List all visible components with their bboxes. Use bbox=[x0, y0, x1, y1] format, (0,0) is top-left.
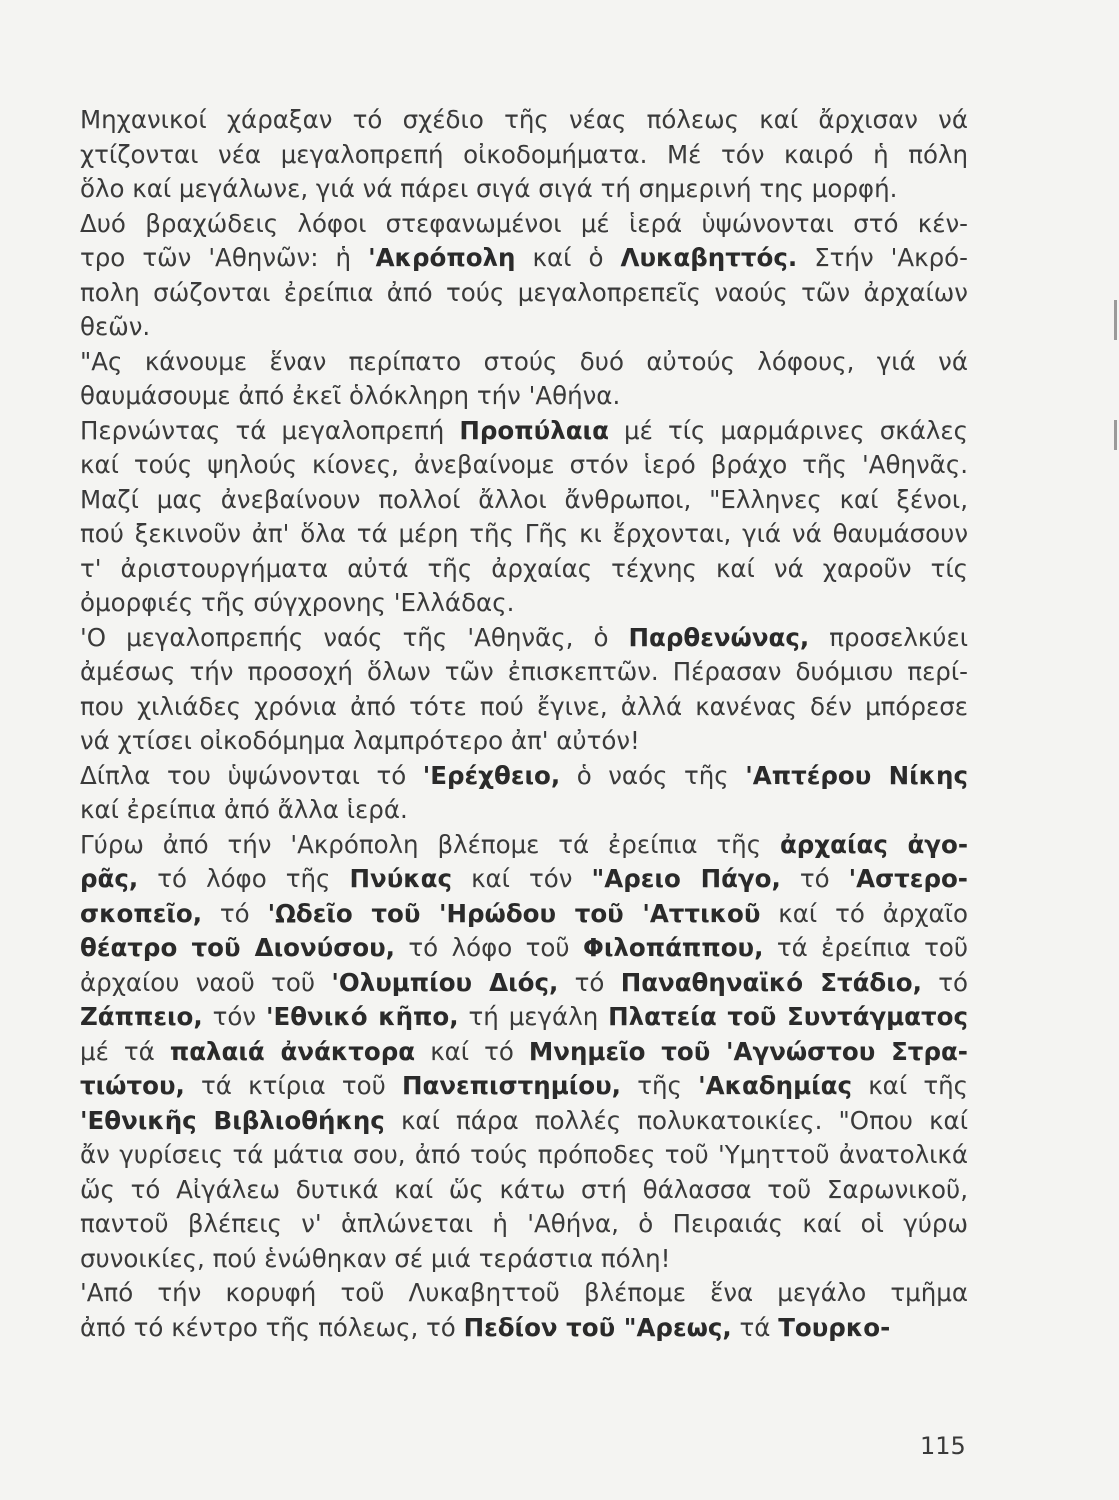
text-segment: τό bbox=[558, 967, 621, 997]
text-segment: συνοικίες, πού ἑνώθηκαν σέ μιά τεράστια πόλη! bbox=[80, 1243, 671, 1273]
text-segment: ὥς τό Αἰγάλεω δυτικά καί ὥς κάτω στή θάλασσα τοῦ Σαρωνικοῦ, bbox=[80, 1174, 968, 1204]
text-line bbox=[80, 552, 968, 587]
text-segment: τό λόφο τοῦ bbox=[395, 933, 584, 962]
text-segment: ἀμέσως τήν προσοχή ὅλων τῶν ἐπισκεπτῶν. Πέρασαν δυόμισυ περί- bbox=[80, 657, 968, 686]
text-line bbox=[80, 931, 968, 966]
text-line bbox=[80, 138, 968, 173]
text-segment: τά κτίρια τοῦ bbox=[184, 1071, 402, 1100]
text-segment: ὁ ναός τῆς bbox=[560, 760, 746, 790]
text-segment: τό bbox=[921, 967, 969, 997]
text-line bbox=[80, 586, 968, 621]
bold-term: Παρθενώνας, bbox=[628, 622, 810, 652]
text-segment: τό λόφο τῆς bbox=[138, 864, 350, 893]
text-line bbox=[80, 207, 968, 242]
text-segment: θεῶν. bbox=[80, 312, 151, 341]
text-segment: Δυό βραχώδεις λόφοι στεφανωμένοι μέ ἱερά ὑψώνονται στό κέν- bbox=[80, 208, 968, 238]
text-line bbox=[80, 1311, 968, 1346]
text-line bbox=[80, 379, 968, 414]
bold-term: σκοπεῖο, bbox=[80, 898, 203, 928]
text-segment: Περνώντας τά μεγαλοπρεπή bbox=[80, 415, 460, 445]
text-line bbox=[80, 966, 968, 1001]
text-line bbox=[80, 103, 968, 138]
text-segment: θαυμάσουμε ἀπό ἐκεῖ ὁλόκληρη τήν 'Αθήνα. bbox=[80, 381, 621, 410]
text-segment: τ' ἀριστουργήματα αὐτά τῆς ἀρχαίας τέχνης καί νά χαροῦν τίς bbox=[80, 553, 968, 583]
text-segment: τά ἐρείπια τοῦ bbox=[763, 933, 969, 962]
text-line bbox=[80, 1207, 968, 1242]
text-segment: τρο τῶν 'Αθηνῶν: ἡ bbox=[80, 243, 369, 272]
text-segment: ἄν γυρίσεις τά μάτια σου, ἀπό τούς πρόποδες τοῦ 'Υμηττοῦ ἀνατολικά bbox=[80, 1140, 968, 1169]
text-line bbox=[80, 1069, 968, 1104]
bold-term: Φιλοπάππου, bbox=[583, 933, 764, 962]
text-segment: καί τόν bbox=[452, 864, 592, 893]
bold-term: θέατρο τοῦ Διονύσου, bbox=[80, 933, 395, 962]
text-segment: καί τούς ψηλούς κίονες, ἀνεβαίνομε στόν ἱερό βράχο τῆς 'Αθηνᾶς. bbox=[80, 450, 968, 479]
text-line bbox=[80, 862, 968, 897]
text-segment: που χιλιάδες χρόνια ἀπό τότε πού ἔγινε, ἀλλά κανένας δέν μπόρεσε bbox=[80, 691, 968, 721]
bold-term: 'Απτέρου Νίκης bbox=[745, 760, 968, 790]
bold-term: Πανεπιστημίου, bbox=[401, 1071, 621, 1100]
text-line bbox=[80, 1035, 968, 1070]
text-segment: τό bbox=[202, 898, 268, 928]
text-line bbox=[80, 517, 968, 552]
text-segment: Γύρω ἀπό τήν 'Ακρόπολη βλέπομε τά ἐρείπια τῆς bbox=[80, 829, 780, 859]
text-segment: 'Από τήν κορυφή τοῦ Λυκαβηττοῦ βλέπομε ἕνα μεγάλο τμῆμα bbox=[80, 1278, 968, 1307]
bold-term: Προπύλαια bbox=[459, 415, 609, 445]
bold-term: παλαιά ἀνάκτορα bbox=[169, 1036, 416, 1066]
text-segment: ὀμορφιές τῆς σύγχρονης 'Ελλάδας. bbox=[80, 588, 515, 617]
text-segment: τῆς bbox=[621, 1071, 699, 1100]
text-segment: Μηχανικοί χάραξαν τό σχέδιο τῆς νέας πόλεως καί ἄρχισαν νά bbox=[80, 105, 968, 134]
text-segment: χτίζονται νέα μεγαλοπρεπή οἰκοδομήματα. Μέ τόν καιρό ἡ πόλη bbox=[80, 139, 968, 169]
text-line bbox=[80, 1104, 968, 1139]
bold-term: 'Ακαδημίας bbox=[698, 1071, 853, 1100]
bold-term: Ζάππειο, bbox=[80, 1002, 203, 1031]
text-line bbox=[80, 690, 968, 725]
bold-term: "Αρειο Πάγο, bbox=[591, 864, 781, 893]
text-segment: τά bbox=[731, 1312, 779, 1342]
scan-edge-mark bbox=[1114, 420, 1117, 450]
text-segment: ὅλο καί μεγάλωνε, γιά νά πάρει σιγά σιγά τή σημερινή της μορφή. bbox=[80, 174, 898, 203]
text-segment: πολη σώζονται ἐρείπια ἀπό τούς μεγαλοπρεπεῖς ναούς τῶν ἀρχαίων bbox=[80, 277, 968, 307]
text-line bbox=[80, 1173, 968, 1208]
text-line bbox=[80, 793, 968, 828]
text-segment: "Ας κάνουμε ἕναν περίπατο στούς δυό αὐτούς λόφους, γιά νά bbox=[80, 346, 968, 376]
bold-term: Πλατεία τοῦ Συντάγματος bbox=[608, 1002, 968, 1031]
bold-term: 'Ωδεῖο τοῦ 'Ηρώδου τοῦ 'Αττικοῦ bbox=[267, 898, 761, 928]
text-segment: μέ τίς μαρμάρινες σκάλες bbox=[608, 415, 968, 445]
text-line bbox=[80, 414, 968, 449]
bold-term: Πεδίον τοῦ "Αρεως, bbox=[463, 1312, 732, 1342]
text-line bbox=[80, 276, 968, 311]
bold-term: Παναθηναϊκό Στάδιο, bbox=[620, 967, 922, 997]
text-segment: ἀπό τό κέντρο τῆς πόλεως, τό bbox=[80, 1312, 464, 1342]
text-segment: καί ὁ bbox=[515, 243, 621, 272]
bold-term: 'Εθνικό κῆπο, bbox=[265, 1002, 459, 1031]
bold-term: ἀρχαίας ἀγο- bbox=[779, 829, 968, 859]
text-line bbox=[80, 345, 968, 380]
bold-term: 'Ακρόπολη bbox=[368, 243, 516, 272]
text-segment: καί τό ἀρχαῖο bbox=[760, 898, 968, 928]
text-segment: τό bbox=[780, 864, 849, 893]
bold-term: Πνύκας bbox=[349, 864, 452, 893]
text-line bbox=[80, 483, 968, 518]
text-line bbox=[80, 724, 968, 759]
text-segment: παντοῦ βλέπεις ν' ἁπλώνεται ἡ 'Αθήνα, ὁ Πειραιάς καί οἱ γύρω bbox=[80, 1209, 968, 1238]
text-segment: Μαζί μας ἀνεβαίνουν πολλοί ἄλλοι ἄνθρωποι, "Ελληνες καί ξένοι, bbox=[80, 484, 968, 514]
text-segment: καί ἐρείπια ἀπό ἄλλα ἱερά. bbox=[80, 795, 408, 824]
text-segment: νά χτίσει οἰκοδόμημα λαμπρότερο ἀπ' αὐτόν! bbox=[80, 726, 640, 755]
text-line bbox=[80, 621, 968, 656]
bold-term: Μνημεῖο τοῦ 'Αγνώστου Στρα- bbox=[528, 1036, 968, 1066]
text-line bbox=[80, 897, 968, 932]
bold-term: ρᾶς, bbox=[80, 864, 139, 893]
text-line bbox=[80, 828, 968, 863]
text-segment: Στήν 'Ακρό- bbox=[797, 243, 968, 272]
text-segment: ἀρχαίου ναοῦ τοῦ bbox=[80, 967, 332, 997]
bold-term: Τουρκο- bbox=[778, 1312, 891, 1342]
text-segment: μέ τά bbox=[80, 1036, 170, 1066]
text-line bbox=[80, 1242, 968, 1277]
body-text bbox=[80, 103, 968, 1345]
text-segment: 'Ο μεγαλοπρεπής ναός τῆς 'Αθηνᾶς, ὁ bbox=[80, 622, 629, 652]
text-line bbox=[80, 1276, 968, 1311]
page-number: 115 bbox=[920, 1432, 966, 1460]
bold-term: 'Ερέχθειο, bbox=[422, 760, 561, 790]
text-segment: καί πάρα πολλές πολυκατοικίες. "Οπου καί bbox=[384, 1105, 968, 1135]
text-line bbox=[80, 448, 968, 483]
text-line bbox=[80, 310, 968, 345]
text-line bbox=[80, 759, 968, 794]
bold-term: 'Αστερο- bbox=[848, 864, 968, 893]
text-line bbox=[80, 172, 968, 207]
scan-edge-mark bbox=[1114, 300, 1117, 340]
text-segment: καί τῆς bbox=[852, 1071, 968, 1100]
bold-term: τιώτου, bbox=[80, 1071, 185, 1100]
text-segment: προσελκύει bbox=[809, 622, 968, 652]
text-segment: τή μεγάλη bbox=[458, 1002, 609, 1031]
bold-term: 'Εθνικῆς Βιβλιοθήκης bbox=[80, 1105, 385, 1135]
bold-term: Λυκαβηττός. bbox=[620, 243, 798, 272]
text-segment: καί τό bbox=[415, 1036, 529, 1066]
text-segment: πού ξεκινοῦν ἀπ' ὅλα τά μέρη τῆς Γῆς κι ἔρχονται, γιά νά θαυμάσουν bbox=[80, 519, 968, 548]
text-line bbox=[80, 1138, 968, 1173]
text-line bbox=[80, 1000, 968, 1035]
text-line bbox=[80, 655, 968, 690]
text-segment: Δίπλα του ὑψώνονται τό bbox=[80, 760, 423, 790]
text-segment: τόν bbox=[202, 1002, 266, 1031]
bold-term: 'Ολυμπίου Διός, bbox=[331, 967, 559, 997]
text-line bbox=[80, 241, 968, 276]
